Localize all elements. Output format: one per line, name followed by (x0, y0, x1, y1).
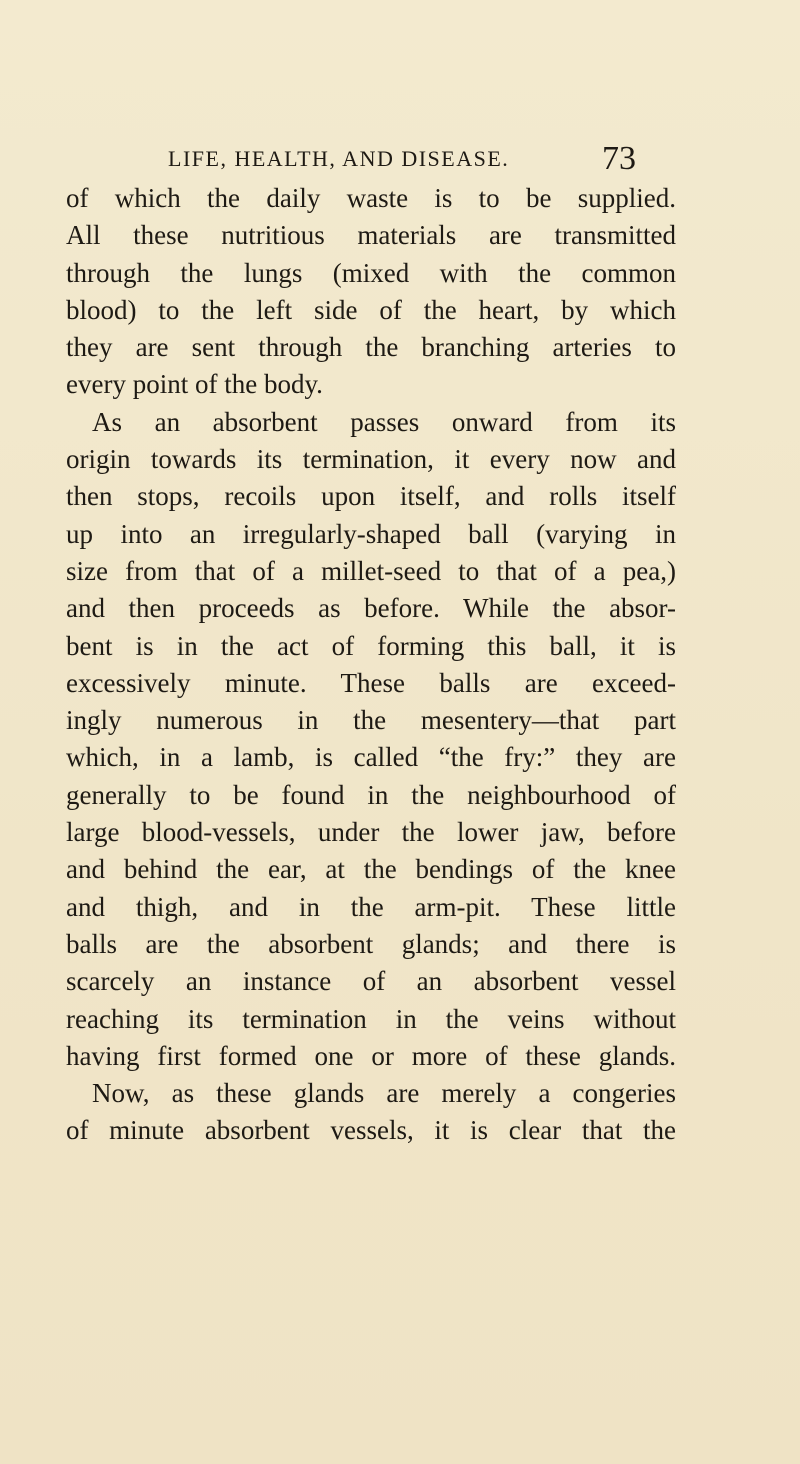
text-line: every point of the body. (66, 369, 323, 400)
text-line: origin towards its termination, it every now and (66, 444, 676, 475)
paragraph-start-line: Now, as these glands are merely a congeries (92, 1078, 676, 1109)
text-line: of minute absorbent vessels, it is clear that the (66, 1115, 676, 1146)
running-head: LIFE, HEALTH, AND DISEASE. (168, 146, 510, 171)
text-line: through the lungs (mixed with the common (66, 257, 676, 288)
text-line: having first formed one or more of these glands. (66, 1040, 676, 1071)
text-line: of which the daily waste is to be supplied. (66, 183, 676, 213)
text-line: All these nutritious materials are transmitted (66, 220, 676, 251)
text-line: size from that of a millet-seed to that of a pea,) (66, 555, 676, 586)
text-line: which, in a lamb, is called “the fry:” they are (66, 742, 676, 773)
text-line: then stops, recoils upon itself, and rolls itself (66, 481, 676, 512)
text-line: ingly numerous in the mesentery—that part (66, 705, 676, 736)
text-line: reaching its termination in the veins without (66, 1003, 676, 1034)
body-text (66, 180, 676, 1150)
paragraph-start-line: As an absorbent passes onward from its (92, 406, 676, 437)
text-line: scarcely an instance of an absorbent vessel (66, 966, 676, 997)
text-line: blood) to the left side of the heart, by which (66, 294, 676, 325)
text-line: generally to be found in the neighbourhood of (66, 779, 676, 810)
text-line: and behind the ear, at the bendings of the knee (66, 854, 676, 885)
text-line: they are sent through the branching arteries to (66, 332, 676, 363)
page-number: 73 (602, 140, 636, 177)
text-line: and then proceeds as before. While the absor- (66, 593, 676, 624)
text-line: and thigh, and in the arm-pit. These little (66, 891, 676, 922)
text-line: bent is in the act of forming this ball, it is (66, 630, 676, 661)
text-line: balls are the absorbent glands; and there is (66, 928, 676, 959)
text-line: up into an irregularly-shaped ball (varying in (66, 518, 676, 549)
text-line: large blood-vessels, under the lower jaw, before (66, 817, 676, 848)
text-line: excessively minute. These balls are exceed- (66, 667, 676, 698)
